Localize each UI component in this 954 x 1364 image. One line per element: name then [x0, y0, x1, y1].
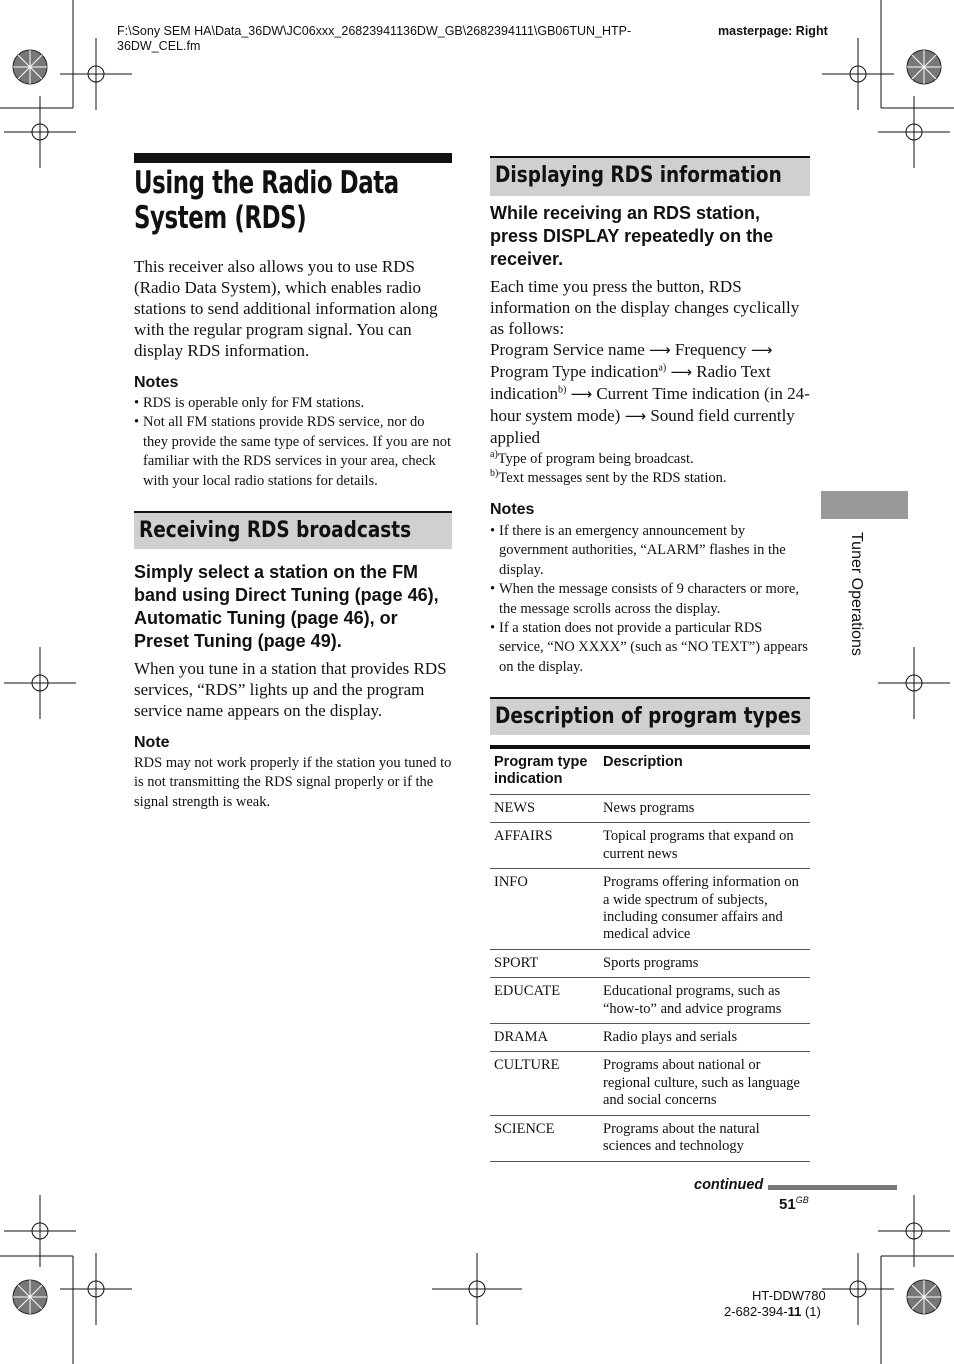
page-number: [779, 1196, 809, 1213]
footnote-mark: b): [490, 468, 499, 480]
program-type: INFO: [490, 869, 599, 950]
program-types-table: [490, 745, 810, 1162]
table-row: [490, 949, 810, 977]
footnote: [490, 450, 810, 469]
program-desc: News programs: [599, 795, 810, 823]
footnote-mark: a): [658, 362, 667, 374]
code-bold: 11: [787, 1304, 802, 1319]
table-row: [490, 1052, 810, 1115]
notes-heading: Notes: [134, 374, 179, 391]
page-suffix: GB: [795, 1195, 809, 1205]
page-title: Using the Radio Data System (RDS): [134, 165, 399, 236]
program-type: DRAMA: [490, 1024, 599, 1052]
column-header: Program type indication: [490, 747, 599, 795]
program-desc: Programs about the natural sciences and technology: [599, 1115, 810, 1161]
displaying-notes-list: [490, 522, 810, 677]
code-suffix: (1): [801, 1304, 821, 1319]
program-type: CULTURE: [490, 1052, 599, 1115]
arrow-right-icon: ⟶: [649, 341, 671, 359]
note-item: • When the message consists of 9 characters or more, the message scrolls across the display.: [490, 580, 810, 619]
side-tab: [821, 491, 908, 519]
seq-item: Program Type indication: [490, 362, 659, 381]
receiving-body: When you tune in a station that provides RDS services, “RDS” lights up and the program service name appears on the display.: [134, 659, 447, 720]
program-type: SPORT: [490, 949, 599, 977]
section-program-types-heading: [490, 697, 810, 735]
displaying-step: While receiving an RDS station, press DISPLAY repeatedly on the receiver.: [490, 203, 774, 269]
note-item: • Not all FM stations provide RDS service, nor do they provide the same type of services. If you are not familiar with the RDS services in your area, check with your local radio stations for details.: [134, 413, 452, 491]
table-header-row: [490, 747, 810, 795]
program-desc: Radio plays and serials: [599, 1024, 810, 1052]
program-desc: Educational programs, such as “how-to” and advice programs: [599, 978, 810, 1024]
program-type: SCIENCE: [490, 1115, 599, 1161]
section-receiving-heading: [134, 511, 452, 549]
footnote-mark: a): [490, 449, 498, 461]
program-type: NEWS: [490, 795, 599, 823]
title-rule: [134, 153, 452, 163]
intro-text: This receiver also allows you to use RDS (Radio Data System), which enables radio stations to send additional information along with the regular program signal. You can display RDS information.: [134, 257, 438, 360]
receiving-step: Simply select a station on the FM band using Direct Tuning (page 46), Automatic Tuning (page 46), or Preset Tuning (page 49).: [134, 562, 439, 651]
seq-item: Current Time indication (in 24-hour system mode): [490, 384, 810, 425]
table-row: [490, 1024, 810, 1052]
program-desc: Programs offering information on a wide spectrum of subjects, including consumer affairs and medical advice: [599, 869, 810, 950]
page-number-value: 51: [779, 1196, 796, 1213]
column-header: Description: [599, 747, 810, 795]
section-heading-text: Description of program types: [495, 704, 802, 729]
program-desc: Programs about national or regional culture, such as language and social concerns: [599, 1052, 810, 1115]
program-type: EDUCATE: [490, 978, 599, 1024]
arrow-right-icon: ⟶: [750, 341, 773, 359]
footnote: [490, 469, 810, 488]
continued-rule: [768, 1185, 897, 1190]
side-label-text: Tuner Operations: [848, 532, 865, 656]
footnotes: [490, 450, 810, 489]
arrow-right-icon: ⟶: [670, 363, 693, 381]
displaying-body: Each time you press the button, RDS information on the display changes cyclically as follows:: [490, 277, 800, 338]
file-path: F:\Sony SEM HA\Data_36DW\JC06xxx_26823941136DW_GB\2682394111\GB06TUN_HTP-36DW_CEL.fm: [117, 24, 632, 53]
seq-item: Radio Text indication: [490, 362, 771, 403]
footnote-text: Type of program being broadcast.: [497, 451, 694, 467]
notes-list: [134, 394, 452, 491]
note-item: • If a station does not provide a particular RDS service, “NO XXXX” (such as “NO TEXT”) appears on the display.: [490, 619, 810, 677]
section-heading-text: Receiving RDS broadcasts: [139, 518, 412, 543]
table-row: [490, 1115, 810, 1161]
model-number: HT-DDW780: [752, 1288, 826, 1303]
receiving-note: RDS may not work properly if the station you tuned to is not transmitting the RDS signal properly or if the signal strength is weak.: [134, 755, 452, 810]
masterpage-label: masterpage: Right: [718, 24, 828, 38]
target-tl: [60, 38, 132, 110]
arrow-right-icon: ⟶: [624, 407, 647, 425]
continued-label: continued: [694, 1177, 764, 1193]
table-row: [490, 869, 810, 950]
table-row: [490, 978, 810, 1024]
seq-item: Frequency: [674, 340, 747, 359]
seq-item: Sound field currently applied: [490, 406, 795, 447]
arrow-right-icon: ⟶: [570, 385, 593, 403]
displaying-notes-heading: Notes: [490, 501, 535, 518]
program-type: AFFAIRS: [490, 823, 599, 869]
footnote-mark: b): [557, 384, 567, 396]
section-heading-text: Displaying RDS information: [495, 163, 782, 188]
program-desc: Sports programs: [599, 949, 810, 977]
section-displaying-heading: [490, 156, 810, 196]
program-desc: Topical programs that expand on current news: [599, 823, 810, 869]
code-prefix: 2-682-394-: [724, 1304, 788, 1319]
receiving-note-heading: Note: [134, 734, 170, 751]
table-row: [490, 823, 810, 869]
display-sequence: [490, 339, 810, 448]
note-item: • If there is an emergency announcement by government authorities, “ALARM” flashes in the display.: [490, 522, 810, 580]
table-row: [490, 795, 810, 823]
part-code: [724, 1304, 821, 1319]
footnote-text: Text messages sent by the RDS station.: [498, 470, 727, 487]
note-item: • RDS is operable only for FM stations.: [134, 394, 452, 413]
side-label: [826, 532, 865, 682]
seq-item: Program Service name: [490, 340, 645, 359]
